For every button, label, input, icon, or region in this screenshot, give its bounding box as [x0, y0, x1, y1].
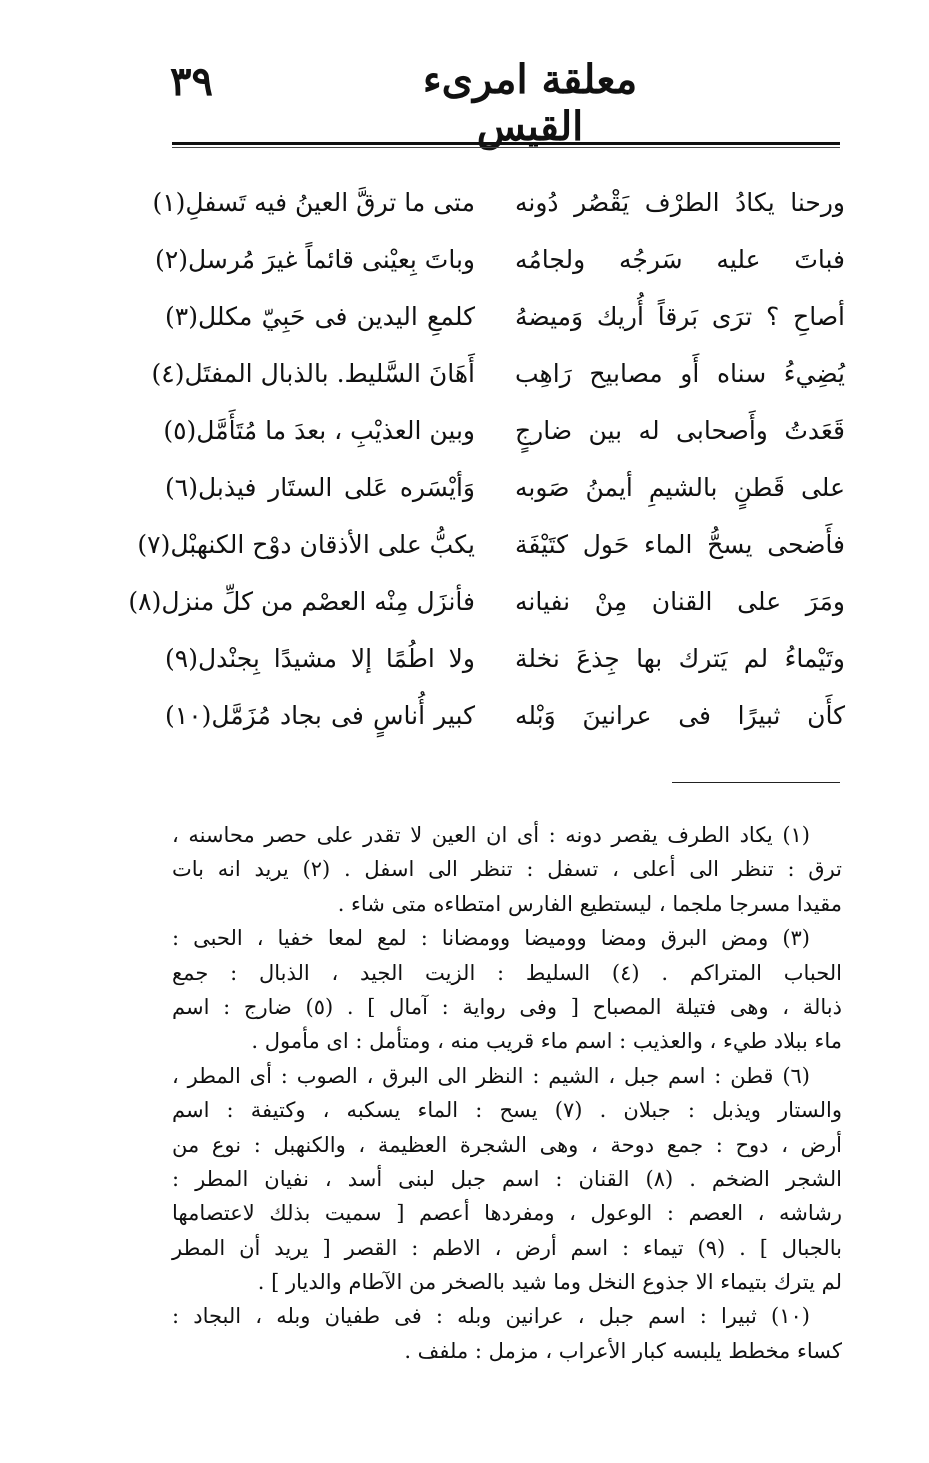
verse-first-hemistich: أصاحِ ؟ ترَى بَرقاً أُريك وَميضهُ [515, 302, 845, 331]
footnote-line: أرض ، دوح : جمع دوحة ، وهى الشجرة العظيمة ، والكنهبل : نوع من [172, 1132, 842, 1157]
verse-first-hemistich: كأَن ثبيرًا فى عرانينَ وَبْله [515, 701, 845, 730]
verse-second-hemistich: أَهَانَ السَّليط. بالذبال المفتَل(٤) [151, 359, 475, 388]
verse-second-hemistich: وَأيْسَره عَلى الستَار فيذبل(٦) [165, 473, 475, 502]
footnote-line: (٦) قطن : اسم جبل ، الشيم : النظر الى البرق ، الصوب : أى المطر ، [172, 1063, 810, 1088]
poem-verses [128, 188, 845, 758]
header-rule-thin [172, 147, 840, 148]
verse-second-hemistich: كلمعِ اليدين فى حَبِيّ مكلل(٣) [165, 302, 475, 331]
page-number: ٣٩ [170, 58, 213, 105]
page-header [170, 50, 840, 150]
verse-5 [165, 416, 845, 473]
verse-7 [137, 530, 845, 587]
verse-second-hemistich: وباتَ بِعيْنى قائماً غيرَ مُرسل(٢) [155, 245, 475, 274]
verse-first-hemistich: ومَرَ على القنان مِنْ نفيانه [515, 587, 845, 616]
header-rule [172, 142, 840, 145]
footnote-line: لم يترك بتيماء الا جذوع النخل وما شيد بالصخر من الآطام والديار ] . [257, 1270, 842, 1295]
footnote-line: الحباب المتراكم . (٤) السليط : الزيت الجيد ، الذبال : جمع [172, 960, 843, 985]
footnotes [172, 818, 842, 1368]
footnote-line: ماء ببلاد طيء ، والعذيب : اسم ماء قريب منه ، ومتأمل : اى مأمول . [251, 1029, 842, 1054]
footnote-line: مقيدا مسرجا ملجما ، ليستطيع الفارس امتطاءه متى شاء . [337, 891, 842, 916]
footnote-line: والستار ويذبل : جبلان . (٧) يسح : الماء يسكبه ، وكتيفة : اسم [172, 1098, 842, 1123]
verse-1 [152, 188, 845, 245]
verse-first-hemistich: ورحنا يكادُ الطرْف يَقْصُر دُونه [515, 188, 845, 217]
running-title: معلقة امرىء القيس [422, 56, 638, 150]
verse-3 [165, 302, 845, 359]
verse-8 [128, 587, 845, 644]
verse-10 [165, 701, 845, 758]
verse-4 [151, 359, 845, 416]
footnote-line: ذبالة ، وهى فتيلة المصباح [ وفى رواية : آمال ] . (٥) ضارج : اسم [172, 994, 842, 1019]
footnote-line: (١٠) ثبيرا : اسم جبل ، عرانين وبله : فى طفيان وبله ، البجاد : [172, 1304, 810, 1329]
verse-2 [155, 245, 845, 302]
verse-second-hemistich: كبير أُناسٍ فى بجاد مُزَمَّل(١٠) [165, 701, 475, 730]
footnote-line: (٣) ومض البرق ومضا ووميضا وومضانا : لمع لمعا خفيا ، الحبى : [172, 926, 810, 951]
verse-6 [165, 473, 845, 530]
verse-first-hemistich: يُضِيءُ سناه أَو مصابيح رَاهِب [515, 359, 845, 388]
footnote-line: ترق : تنظر الى أعلى ، تسفل : تنظر الى اسفل . (٢) يريد انه بات [172, 857, 842, 882]
verse-first-hemistich: على قَطنٍ بالشيمِ أيمنُ صَوبه [515, 473, 845, 502]
verse-second-hemistich: ولا اطُمًا إلا مشيدًا بِجنْدل(٩) [165, 644, 475, 673]
footnote-line: رشاشه ، العصم : الوعول ، ومفردها أعصم [ سميت بذلك لاعتصامها [172, 1201, 842, 1226]
verse-first-hemistich: فباتَ عليه سَرجُه ولجامُه [515, 245, 845, 274]
verse-9 [165, 644, 845, 701]
footnote-line: (١) يكاد الطرف يقصر دونه : أى ان العين لا تقدر على حصر محاسنه ، [172, 823, 810, 847]
footnote-line: الشجر الضخم . (٨) القنان : اسم جبل لبنى أسد ، نفيان المطر : [172, 1166, 843, 1191]
footnote-line: بالجبال ] . (٩) تيماء : اسم أرض ، الاطم : القصر [ يريد أن المطر [172, 1235, 842, 1260]
verse-second-hemistich: فأنزَل مِنْه العصْم من كلِّ منزل(٨) [128, 587, 475, 616]
verse-second-hemistich: وبين العذيْبِ ، بعدَ ما مُتَأَمَّل(٥) [163, 416, 475, 445]
verse-first-hemistich: وتَيْماءُ لم يَترك بها جِذعَ نخلة [515, 644, 845, 673]
footnote-rule [672, 782, 840, 783]
verse-second-hemistich: متى ما ترقَّ العينُ فيه تَسفلِ(١) [152, 188, 475, 217]
footnote-line: كساء مخطط يلبسه كبار الأعراب ، مزمل : ملفف . [404, 1338, 842, 1363]
verse-second-hemistich: يكبُّ على الأذقان دوْح الكنهبْل(٧) [137, 530, 475, 559]
verse-first-hemistich: قَعَدتُ وأَصحابى له بين ضارجٍ [515, 416, 845, 445]
verse-first-hemistich: فأَضحى يسحُّ الماء حَول كتَيْفَة [515, 530, 845, 559]
